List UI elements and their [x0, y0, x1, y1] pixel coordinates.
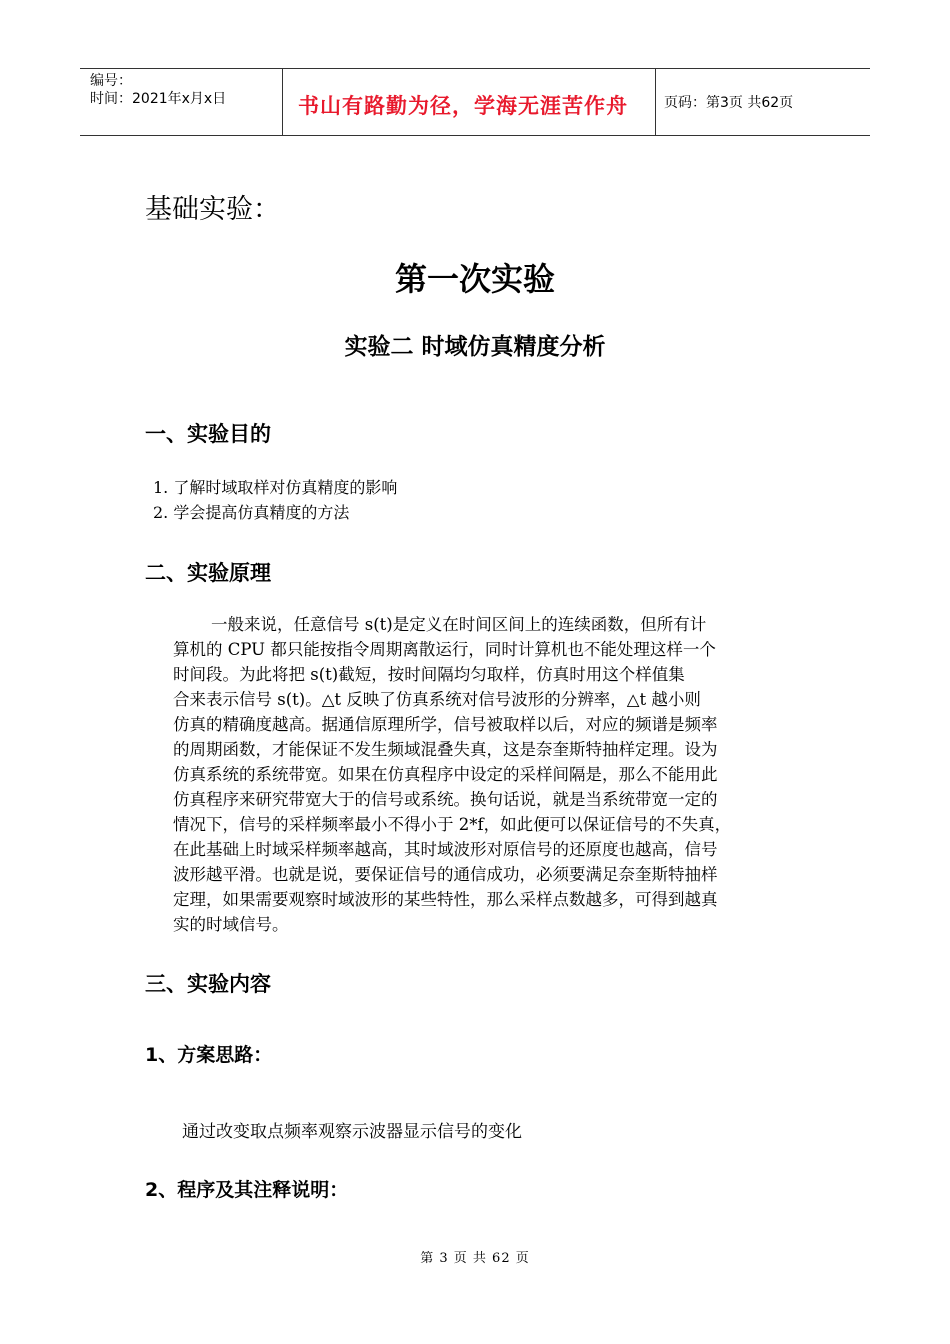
- header-bottom-rule: [80, 135, 870, 136]
- section2-heading: 二、实验原理: [145, 561, 271, 585]
- paragraph-line: 波形越平滑。也就是说，要保证信号的通信成功，必须要满足奈奎斯特抽样: [173, 865, 718, 884]
- header-divider-right: [655, 68, 656, 136]
- document-subtitle: 实验二 时域仿真精度分析: [344, 334, 606, 360]
- objectives-list: [153, 475, 397, 525]
- paragraph-line: 定理，如果需要观察时域波形的某些特性，那么采样点数越多，可得到越真: [173, 890, 718, 909]
- paragraph-line: 仿真的精确度越高。据通信原理所学，信号被取样以后，对应的频谱是频率: [173, 715, 718, 734]
- section3-heading: 三、实验内容: [145, 972, 271, 996]
- paragraph-line: 合来表示信号 s(t)。△t 反映了仿真系统对信号波形的分辨率，△t 越小则: [173, 690, 701, 709]
- header-motto: 书山有路勤为径，学海无涯苦作舟: [298, 94, 628, 118]
- paragraph-line: 情况下，信号的采样频率最小不得小于 2*f，如此便可以保证信号的不失真，: [173, 815, 732, 834]
- approach-heading: 1、方案思路：: [145, 1044, 273, 1066]
- objective-item: 2. 学会提高仿真精度的方法: [153, 503, 350, 522]
- approach-text: 通过改变取点频率观察示波器显示信号的变化: [182, 1122, 522, 1142]
- paragraph-line: 的周期函数，才能保证不发生频域混叠失真，这是奈奎斯特抽样定理。设为: [173, 740, 718, 759]
- paragraph-line: 在此基础上时域采样频率越高，其时域波形对原信号的还原度也越高，信号: [173, 840, 718, 859]
- paragraph-line: 仿真程序来研究带宽大于的信号或系统。换句话说，就是当系统带宽一定的: [173, 790, 718, 809]
- header-divider-left: [282, 68, 283, 136]
- principle-paragraph: [173, 612, 813, 937]
- paragraph-line: 一般来说，任意信号 s(t)是定义在时间区间上的连续函数，但所有计: [211, 615, 707, 634]
- paragraph-line: 仿真系统的系统带宽。如果在仿真程序中设定的采样间隔是，那么不能用此: [173, 765, 718, 784]
- header-top-rule: [80, 68, 870, 69]
- section1-heading: 一、实验目的: [145, 422, 271, 446]
- serial-label: 编号：: [90, 73, 132, 89]
- paragraph-line: 实的时域信号。: [173, 915, 289, 934]
- program-heading: 2、程序及其注释说明：: [145, 1179, 349, 1201]
- document-title: 第一次实验: [394, 260, 555, 298]
- time-label: 时间：2021年x月x日: [90, 91, 227, 107]
- paragraph-line: 算机的 CPU 都只能按指令周期离散运行，同时计算机也不能处理这样一个: [173, 640, 716, 659]
- objective-item: 1. 了解时域取样对仿真精度的影响: [153, 478, 398, 497]
- header-page-info: 页码：第3页 共62页: [664, 95, 794, 111]
- basic-heading: 基础实验：: [145, 194, 280, 225]
- paragraph-line: 时间段。为此将把 s(t)截短，按时间隔均匀取样，仿真时用这个样值集: [173, 665, 685, 684]
- page-footer: 第 3 页 共 62 页: [420, 1251, 530, 1266]
